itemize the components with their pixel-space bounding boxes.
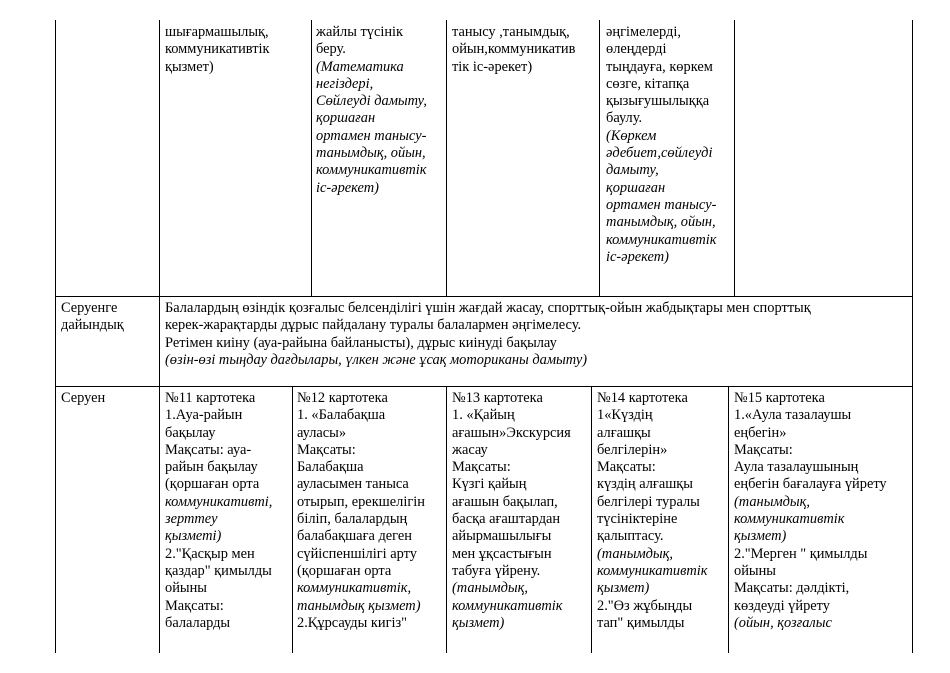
prep-label-line-1: Серуенге xyxy=(61,300,118,316)
text-line: қызмет) xyxy=(452,614,505,631)
text-line: басқа ағаштардан xyxy=(452,511,561,528)
text-line: ойыны xyxy=(734,562,776,579)
text-line: ортамен танысу- xyxy=(606,196,717,213)
text-line: №13 картотека xyxy=(452,390,543,406)
text-line: 2."Қасқыр мен xyxy=(165,545,255,562)
top-row-col1-cell xyxy=(165,24,270,76)
top-row-col-border-3 xyxy=(599,20,600,296)
text-line: танысу ,танымдық, xyxy=(452,24,570,40)
top-row-col-border-4 xyxy=(734,20,735,296)
walk-col2-cell xyxy=(297,390,425,632)
text-line: іс-әрекет) xyxy=(606,248,669,265)
text-line: ағашын бақылап, xyxy=(452,493,558,510)
text-line: ауласымен таныса xyxy=(297,476,409,493)
text-line: №11 картотека xyxy=(165,390,256,406)
text-line: Мақсаты: xyxy=(452,459,511,476)
walk-col4-cell xyxy=(597,390,707,632)
text-line: 1.«Аула тазалаушы xyxy=(734,407,852,424)
text-line: біліп, балалардың xyxy=(297,511,408,528)
text-line: табуға үйрену. xyxy=(452,562,541,579)
prep-row-content xyxy=(165,300,811,369)
walk-row-col-border-3 xyxy=(591,386,592,653)
walk-row-col-border-2 xyxy=(446,386,447,653)
text-line: зерттеу xyxy=(165,511,218,528)
text-line: 2.Құрсауды кигіз" xyxy=(297,614,408,631)
top-row-col-border-1 xyxy=(311,20,312,296)
text-line: күздің алғашқы xyxy=(597,476,693,493)
top-row-col2-cell xyxy=(316,24,427,197)
text-line: Мақсаты: xyxy=(734,441,793,458)
text-line: негіздері, xyxy=(316,75,374,92)
text-line: №12 картотека xyxy=(297,390,388,406)
text-line: еңбегін» xyxy=(734,424,787,441)
text-line: әңгімелерді, xyxy=(606,24,681,40)
text-line: коммуникативтік xyxy=(597,562,708,579)
text-line: №15 картотека xyxy=(734,390,825,406)
text-line: ағашын»Экскурсия xyxy=(452,424,571,441)
text-line: Ретімен киіну (ауа-райына байланысты), дұрыс киінуді бақылау xyxy=(165,334,557,351)
text-line: (Математика xyxy=(316,58,404,75)
text-line: қызметі) xyxy=(165,528,222,545)
text-line: Аула тазалаушының xyxy=(734,459,859,476)
top-row-col4-cell xyxy=(606,24,716,266)
walk-row-label xyxy=(61,390,105,407)
text-line: бақылау xyxy=(165,424,216,441)
text-line: өлеңдерді xyxy=(606,41,667,58)
text-line: қалыптасу. xyxy=(597,528,664,545)
text-line: алғашқы xyxy=(597,424,651,441)
text-line: 2."Мерген " қимылды xyxy=(734,545,868,562)
text-line: Күзгі қайың xyxy=(452,476,527,493)
text-line: қызмет) xyxy=(734,528,787,545)
walk-col1-cell xyxy=(165,390,272,632)
text-line: коммуникативті, xyxy=(165,493,273,510)
text-line: Сөйлеуді дамыту, xyxy=(316,93,427,110)
label-column-border xyxy=(159,20,160,653)
text-line: 2."Өз жұбыңды xyxy=(597,597,693,614)
text-line: Мақсаты: xyxy=(597,459,656,476)
text-line: ойын,коммуникатив xyxy=(452,41,576,58)
text-line: түсініктеріне xyxy=(597,511,678,528)
text-line: отырып, ерекшелігін xyxy=(297,493,425,510)
text-line: ойыны xyxy=(165,580,207,597)
prep-label-line-2: дайындық xyxy=(61,317,124,334)
text-line: Мақсаты: xyxy=(297,441,356,458)
text-line: қоршаған xyxy=(606,179,666,196)
text-line: мен ұқсастығын xyxy=(452,545,552,562)
text-line: қызмет) xyxy=(597,580,650,597)
text-line: белгілерін» xyxy=(597,441,668,458)
text-line: (қоршаған орта xyxy=(165,476,260,493)
text-line: (қоршаған орта xyxy=(297,562,392,579)
text-line: ауласы» xyxy=(297,424,347,441)
text-line: коммуникативтік xyxy=(606,231,717,248)
text-line: белгілері туралы xyxy=(597,493,700,510)
walk-label: Серуен xyxy=(61,390,106,406)
text-line: дамыту, xyxy=(606,162,659,179)
text-line: 1. «Балабақша xyxy=(297,407,386,424)
text-line: Мақсаты: ауа- xyxy=(165,441,252,458)
text-line: балабақшаға деген xyxy=(297,528,412,545)
text-line: коммуникативтік xyxy=(316,162,427,179)
text-line: жайлы түсінік xyxy=(316,24,404,40)
text-line: 1«Күздің xyxy=(597,407,653,424)
text-line: беру. xyxy=(316,41,346,58)
text-line: (танымдық, xyxy=(734,493,810,510)
text-line: Мақсаты: xyxy=(165,597,224,614)
text-line: танымдық қызмет) xyxy=(297,597,421,614)
text-line: коммуникативтік xyxy=(165,41,270,58)
text-line: шығармашылық, xyxy=(165,24,269,40)
text-line: (ойын, қозғалыс xyxy=(734,614,832,631)
text-line: сүйіспеншілігі арту xyxy=(297,545,417,562)
text-line: тік іс-әрекет) xyxy=(452,58,533,75)
text-line: Балалардың өзіндік қозғалыс белсенділігі үшін жағдай жасау, спорттық-ойын жабдықтары мен спорттық xyxy=(165,300,811,316)
top-row-col-border-2 xyxy=(446,20,447,296)
walk-row-col-border-4 xyxy=(728,386,729,653)
text-line: райын бақылау xyxy=(165,459,258,476)
text-line: қаздар" қимылды xyxy=(165,562,272,579)
prep-row-label xyxy=(61,300,124,335)
text-line: танымдық, ойын, xyxy=(316,145,426,162)
text-line: айырмашылығы xyxy=(452,528,552,545)
text-line: (танымдық, xyxy=(597,545,673,562)
text-line: іс-әрекет) xyxy=(316,179,379,196)
text-line: коммуникативтік xyxy=(734,511,845,528)
walk-col3-cell xyxy=(452,390,571,632)
text-line: қызмет) xyxy=(165,58,214,75)
text-line: тыңдауға, көркем xyxy=(606,58,713,75)
text-line: балаларды xyxy=(165,614,231,631)
text-line: сөзге, кітапқа xyxy=(606,75,690,92)
text-line: көздеуді үйрету xyxy=(734,597,830,614)
text-line: 1.Ауа-райын xyxy=(165,407,243,424)
text-line: коммуникативтік, xyxy=(297,580,412,597)
text-line: еңбегін бағалауға үйрету xyxy=(734,476,887,493)
table-right-border xyxy=(912,20,913,653)
text-line: танымдық, ойын, xyxy=(606,214,716,231)
text-line: қоршаған xyxy=(316,110,376,127)
text-line: коммуникативтік xyxy=(452,597,563,614)
text-line: Мақсаты: дәлдікті, xyxy=(734,580,850,597)
text-line: №14 картотека xyxy=(597,390,688,406)
row-divider-top-prep xyxy=(55,296,913,297)
text-line: қызығушылыққа xyxy=(606,93,710,110)
text-line: керек-жарақтарды дұрыс пайдалану туралы балалармен әңгімелесу. xyxy=(165,317,582,334)
walk-col5-cell xyxy=(734,390,887,632)
text-line: 1. «Қайың xyxy=(452,407,515,424)
table-left-border xyxy=(55,20,56,653)
walk-row-col-border-1 xyxy=(292,386,293,653)
text-line: ортамен танысу- xyxy=(316,127,427,144)
text-line: баулу. xyxy=(606,110,643,127)
text-line: Балабақша xyxy=(297,459,364,476)
text-line: (Көркем xyxy=(606,127,657,144)
text-line: жасау xyxy=(452,441,488,458)
top-row-col3-cell xyxy=(452,24,575,76)
text-line: (танымдық, xyxy=(452,580,528,597)
row-divider-prep-walk xyxy=(55,386,913,387)
text-line: әдебиет,сөйлеуді xyxy=(606,145,713,162)
text-line: тап" қимылды xyxy=(597,614,685,631)
text-line: (өзін-өзі тыңдау дағдылары, үлкен және ұсақ моториканы дамыту) xyxy=(165,351,588,368)
